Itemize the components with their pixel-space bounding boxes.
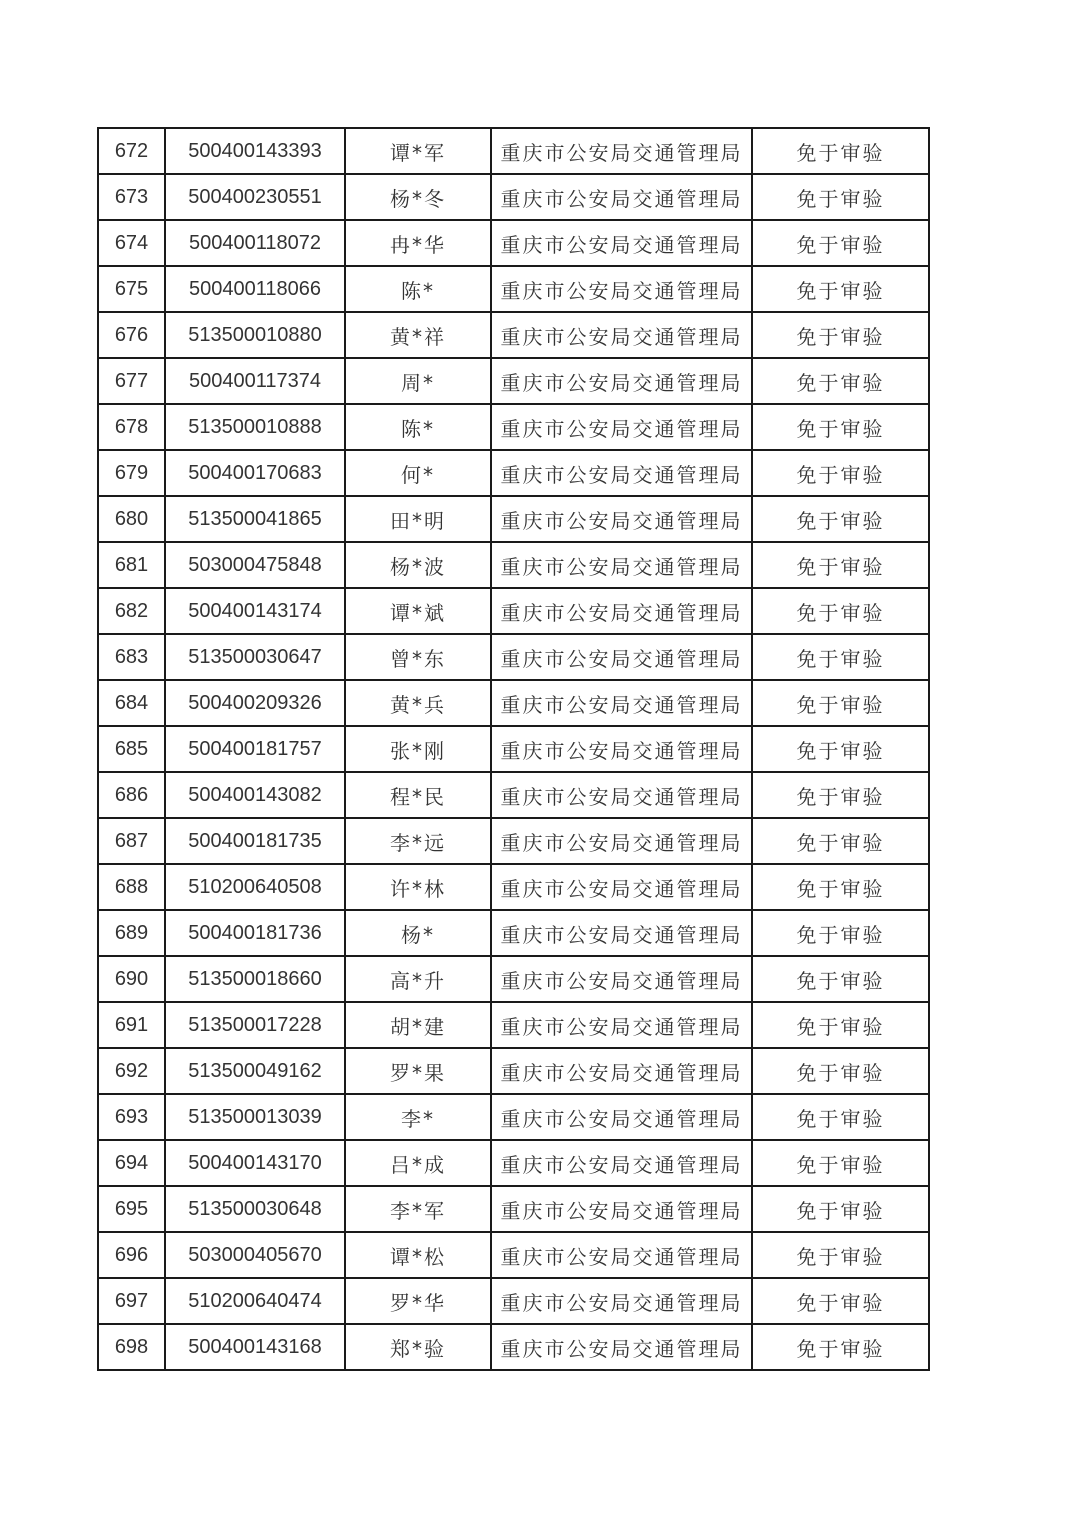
issuing-authority-cell: 重庆市公安局交通管理局 [491,450,752,496]
table-row [98,1324,929,1370]
table-row [98,1232,929,1278]
table-row [98,450,929,496]
record-id-cell: 513500030648 [165,1186,345,1232]
roster-table [97,127,930,1371]
review-status-cell: 免于审验 [752,1094,929,1140]
row-number-cell: 691 [98,1002,165,1048]
review-status-cell: 免于审验 [752,496,929,542]
person-name-cell: 谭*斌 [345,588,491,634]
person-name-cell: 程*民 [345,772,491,818]
review-status-cell: 免于审验 [752,220,929,266]
issuing-authority-cell: 重庆市公安局交通管理局 [491,358,752,404]
record-id-cell: 513500010888 [165,404,345,450]
person-name-cell: 罗*华 [345,1278,491,1324]
review-status-cell: 免于审验 [752,634,929,680]
table-row [98,956,929,1002]
review-status-cell: 免于审验 [752,1232,929,1278]
record-id-cell: 500400181735 [165,818,345,864]
record-id-cell: 500400143170 [165,1140,345,1186]
row-number-cell: 682 [98,588,165,634]
issuing-authority-cell: 重庆市公安局交通管理局 [491,1094,752,1140]
review-status-cell: 免于审验 [752,312,929,358]
review-status-cell: 免于审验 [752,542,929,588]
row-number-cell: 674 [98,220,165,266]
issuing-authority-cell: 重庆市公安局交通管理局 [491,1324,752,1370]
record-id-cell: 500400209326 [165,680,345,726]
record-id-cell: 513500049162 [165,1048,345,1094]
table-row [98,266,929,312]
issuing-authority-cell: 重庆市公安局交通管理局 [491,128,752,174]
person-name-cell: 杨* [345,910,491,956]
row-number-cell: 695 [98,1186,165,1232]
person-name-cell: 冉*华 [345,220,491,266]
table-row [98,312,929,358]
issuing-authority-cell: 重庆市公安局交通管理局 [491,864,752,910]
table-row [98,772,929,818]
person-name-cell: 陈* [345,266,491,312]
review-status-cell: 免于审验 [752,128,929,174]
person-name-cell: 李*远 [345,818,491,864]
issuing-authority-cell: 重庆市公安局交通管理局 [491,220,752,266]
review-status-cell: 免于审验 [752,864,929,910]
table-row [98,1002,929,1048]
row-number-cell: 686 [98,772,165,818]
person-name-cell: 陈* [345,404,491,450]
person-name-cell: 杨*冬 [345,174,491,220]
person-name-cell: 田*明 [345,496,491,542]
row-number-cell: 694 [98,1140,165,1186]
row-number-cell: 696 [98,1232,165,1278]
review-status-cell: 免于审验 [752,726,929,772]
row-number-cell: 676 [98,312,165,358]
table-row [98,404,929,450]
record-id-cell: 503000405670 [165,1232,345,1278]
table-row [98,910,929,956]
record-id-cell: 500400181757 [165,726,345,772]
person-name-cell: 李* [345,1094,491,1140]
row-number-cell: 673 [98,174,165,220]
table-row [98,1140,929,1186]
person-name-cell: 谭*松 [345,1232,491,1278]
review-status-cell: 免于审验 [752,1186,929,1232]
person-name-cell: 何* [345,450,491,496]
table-row [98,542,929,588]
issuing-authority-cell: 重庆市公安局交通管理局 [491,1186,752,1232]
table-row [98,1048,929,1094]
row-number-cell: 698 [98,1324,165,1370]
review-status-cell: 免于审验 [752,404,929,450]
person-name-cell: 吕*成 [345,1140,491,1186]
table-row [98,818,929,864]
person-name-cell: 李*军 [345,1186,491,1232]
record-id-cell: 513500030647 [165,634,345,680]
record-id-cell: 500400170683 [165,450,345,496]
table-row [98,1094,929,1140]
review-status-cell: 免于审验 [752,266,929,312]
person-name-cell: 周* [345,358,491,404]
record-id-cell: 513500013039 [165,1094,345,1140]
review-status-cell: 免于审验 [752,1278,929,1324]
person-name-cell: 高*升 [345,956,491,1002]
record-id-cell: 510200640474 [165,1278,345,1324]
issuing-authority-cell: 重庆市公安局交通管理局 [491,1278,752,1324]
issuing-authority-cell: 重庆市公安局交通管理局 [491,312,752,358]
person-name-cell: 罗*果 [345,1048,491,1094]
issuing-authority-cell: 重庆市公安局交通管理局 [491,818,752,864]
table-row [98,680,929,726]
record-id-cell: 500400230551 [165,174,345,220]
person-name-cell: 黄*祥 [345,312,491,358]
review-status-cell: 免于审验 [752,910,929,956]
issuing-authority-cell: 重庆市公安局交通管理局 [491,266,752,312]
person-name-cell: 杨*波 [345,542,491,588]
issuing-authority-cell: 重庆市公安局交通管理局 [491,910,752,956]
person-name-cell: 张*刚 [345,726,491,772]
record-id-cell: 500400143393 [165,128,345,174]
record-id-cell: 500400143082 [165,772,345,818]
review-status-cell: 免于审验 [752,1324,929,1370]
table-row [98,358,929,404]
person-name-cell: 谭*军 [345,128,491,174]
row-number-cell: 687 [98,818,165,864]
row-number-cell: 684 [98,680,165,726]
person-name-cell: 黄*兵 [345,680,491,726]
table-row [98,726,929,772]
issuing-authority-cell: 重庆市公安局交通管理局 [491,588,752,634]
row-number-cell: 678 [98,404,165,450]
issuing-authority-cell: 重庆市公安局交通管理局 [491,496,752,542]
record-id-cell: 500400143174 [165,588,345,634]
row-number-cell: 683 [98,634,165,680]
issuing-authority-cell: 重庆市公安局交通管理局 [491,956,752,1002]
row-number-cell: 688 [98,864,165,910]
row-number-cell: 692 [98,1048,165,1094]
row-number-cell: 681 [98,542,165,588]
table-row [98,128,929,174]
row-number-cell: 675 [98,266,165,312]
row-number-cell: 679 [98,450,165,496]
review-status-cell: 免于审验 [752,1140,929,1186]
table-row [98,1186,929,1232]
review-status-cell: 免于审验 [752,680,929,726]
issuing-authority-cell: 重庆市公安局交通管理局 [491,726,752,772]
review-status-cell: 免于审验 [752,358,929,404]
record-id-cell: 510200640508 [165,864,345,910]
row-number-cell: 690 [98,956,165,1002]
record-id-cell: 513500041865 [165,496,345,542]
record-id-cell: 513500017228 [165,1002,345,1048]
table-row [98,220,929,266]
review-status-cell: 免于审验 [752,772,929,818]
table-row [98,864,929,910]
person-name-cell: 曾*东 [345,634,491,680]
issuing-authority-cell: 重庆市公安局交通管理局 [491,174,752,220]
row-number-cell: 680 [98,496,165,542]
record-id-cell: 500400118072 [165,220,345,266]
issuing-authority-cell: 重庆市公安局交通管理局 [491,1140,752,1186]
review-status-cell: 免于审验 [752,588,929,634]
review-status-cell: 免于审验 [752,1048,929,1094]
issuing-authority-cell: 重庆市公安局交通管理局 [491,542,752,588]
row-number-cell: 689 [98,910,165,956]
row-number-cell: 672 [98,128,165,174]
issuing-authority-cell: 重庆市公安局交通管理局 [491,634,752,680]
record-id-cell: 513500010880 [165,312,345,358]
issuing-authority-cell: 重庆市公安局交通管理局 [491,772,752,818]
table-row [98,634,929,680]
person-name-cell: 许*林 [345,864,491,910]
issuing-authority-cell: 重庆市公安局交通管理局 [491,1002,752,1048]
person-name-cell: 胡*建 [345,1002,491,1048]
row-number-cell: 677 [98,358,165,404]
roster-table-body [98,128,929,1370]
person-name-cell: 郑*验 [345,1324,491,1370]
record-id-cell: 503000475848 [165,542,345,588]
issuing-authority-cell: 重庆市公安局交通管理局 [491,1048,752,1094]
review-status-cell: 免于审验 [752,818,929,864]
row-number-cell: 685 [98,726,165,772]
issuing-authority-cell: 重庆市公安局交通管理局 [491,680,752,726]
review-status-cell: 免于审验 [752,450,929,496]
row-number-cell: 697 [98,1278,165,1324]
record-id-cell: 500400118066 [165,266,345,312]
table-row [98,174,929,220]
table-row [98,588,929,634]
review-status-cell: 免于审验 [752,174,929,220]
table-row [98,1278,929,1324]
row-number-cell: 693 [98,1094,165,1140]
table-row [98,496,929,542]
issuing-authority-cell: 重庆市公安局交通管理局 [491,1232,752,1278]
review-status-cell: 免于审验 [752,1002,929,1048]
review-status-cell: 免于审验 [752,956,929,1002]
record-id-cell: 513500018660 [165,956,345,1002]
record-id-cell: 500400181736 [165,910,345,956]
issuing-authority-cell: 重庆市公安局交通管理局 [491,404,752,450]
record-id-cell: 500400117374 [165,358,345,404]
record-id-cell: 500400143168 [165,1324,345,1370]
